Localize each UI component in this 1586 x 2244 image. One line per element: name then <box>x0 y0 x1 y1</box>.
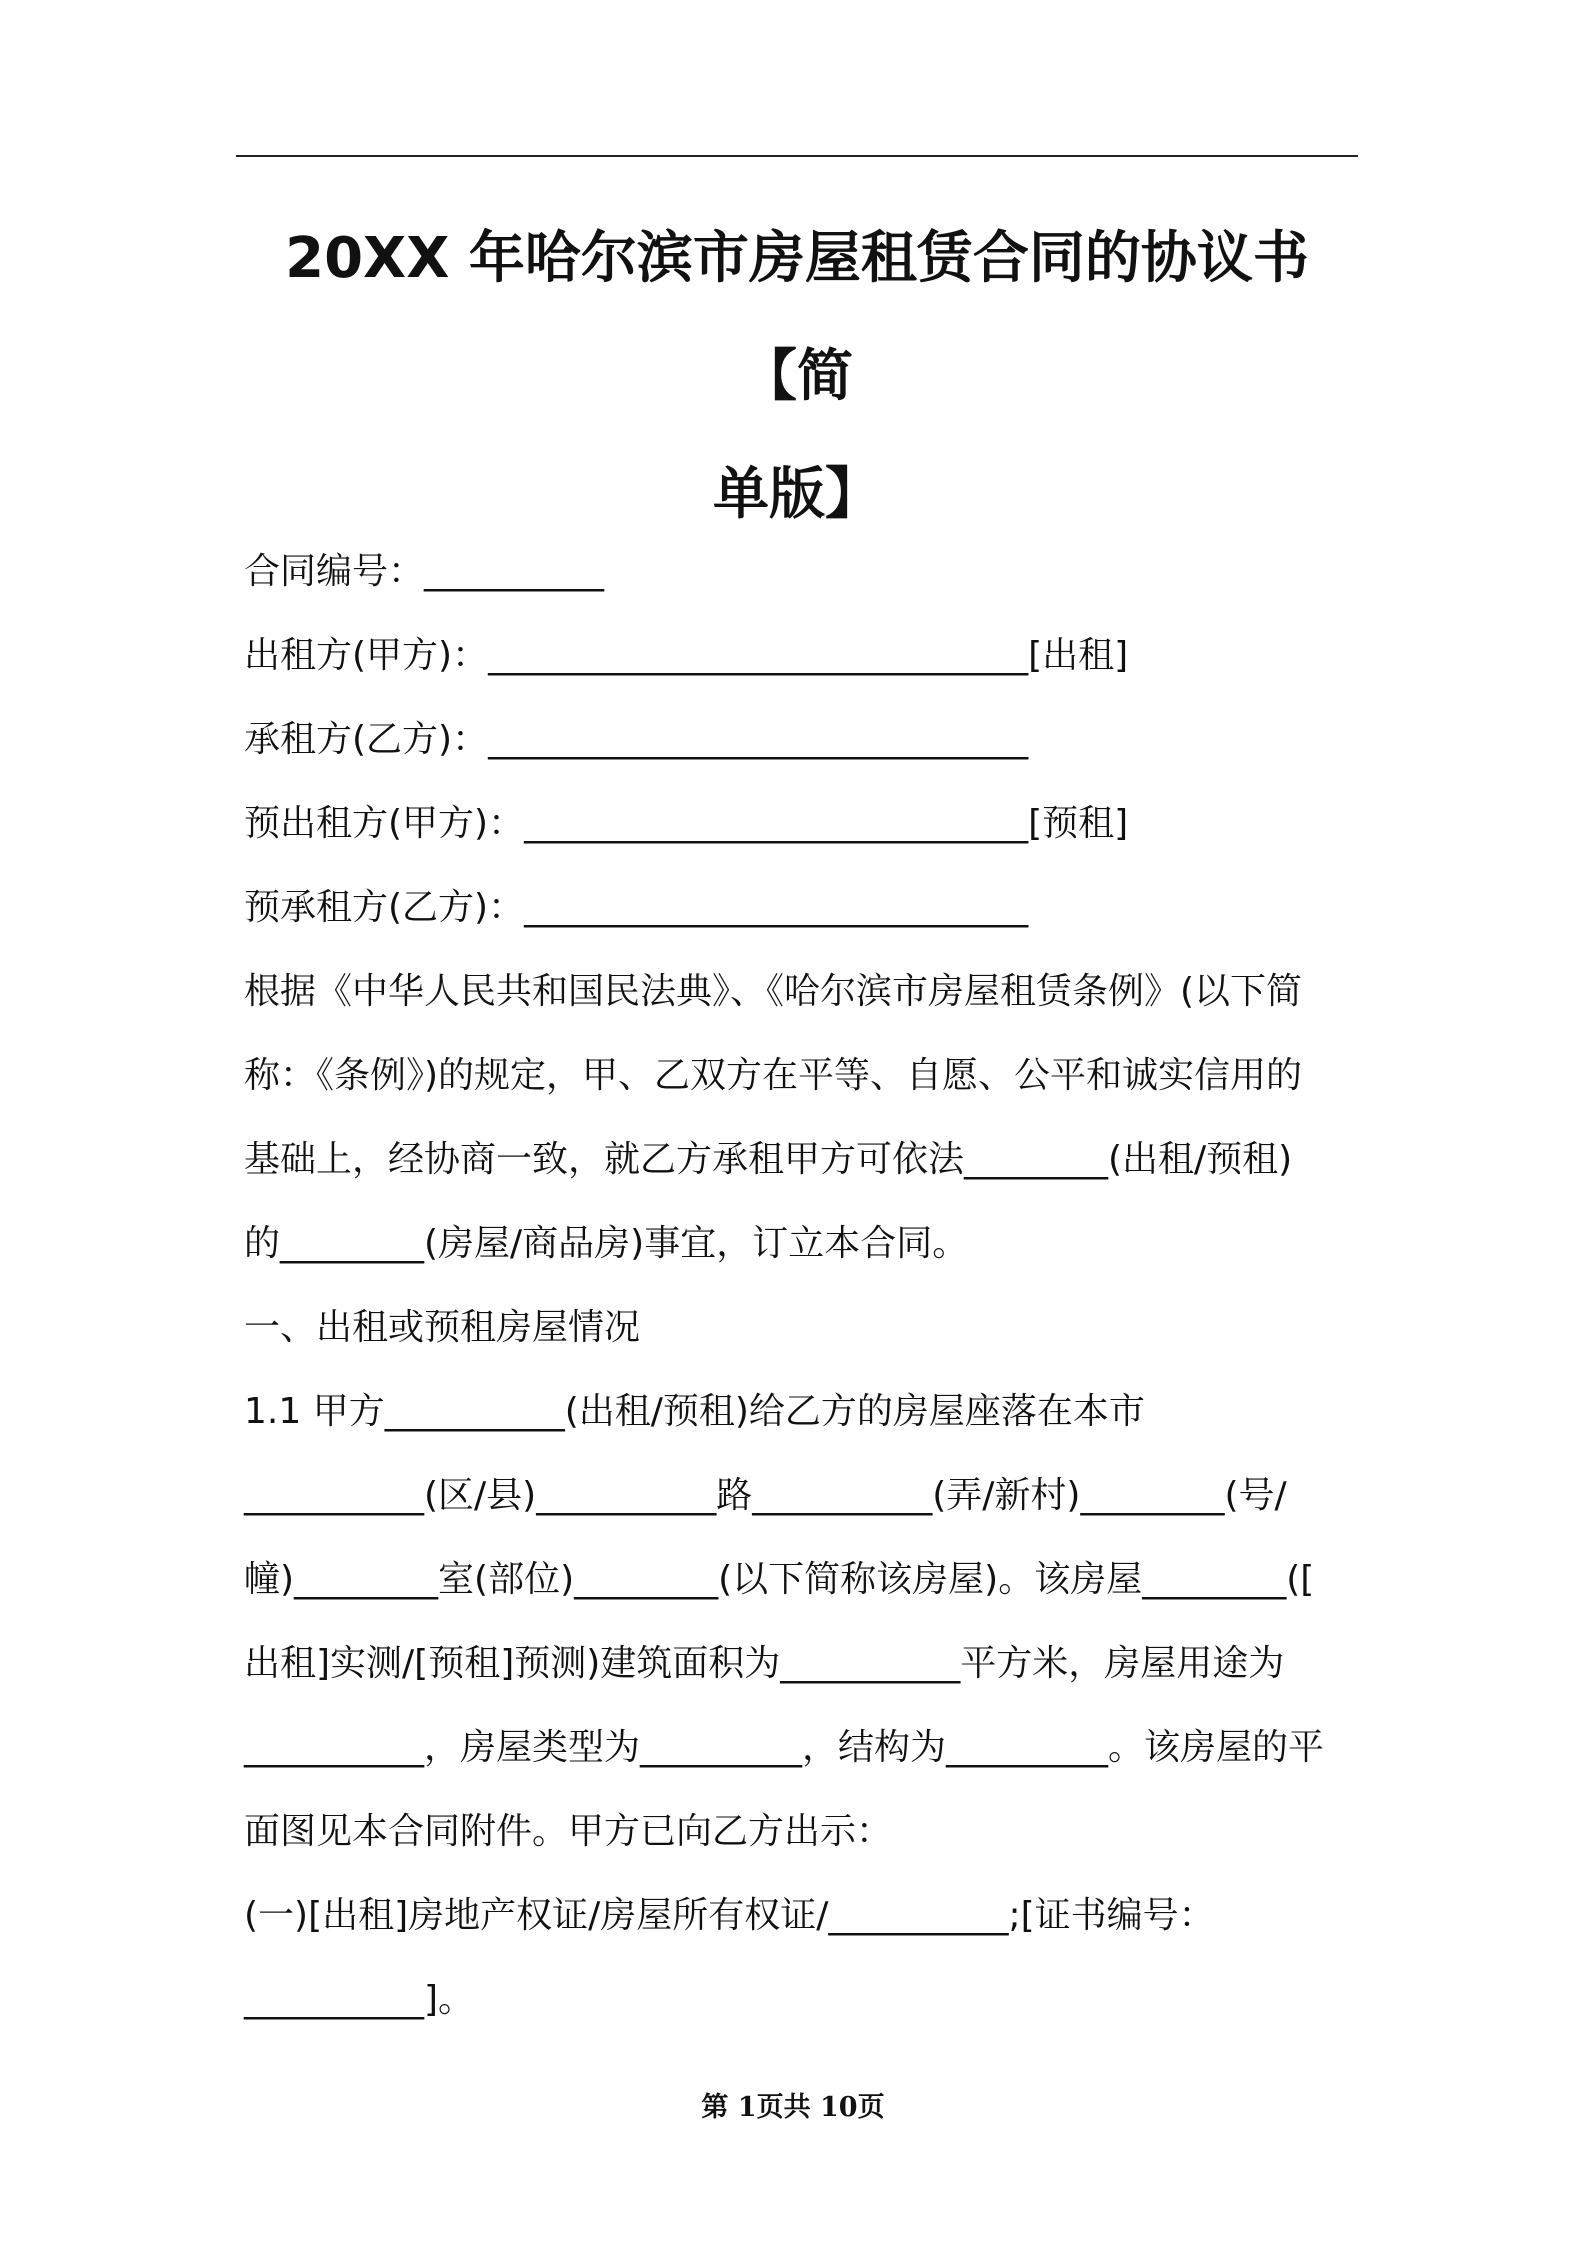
clause-1-1-line-7: (一)[出租]房地产权证/房屋所有权证/__________;[证书编号： <box>244 1895 1215 1936</box>
clause-1-1-line-3: 幢)________室(部位)________(以下简称该房屋)。该房屋________([ <box>244 1559 1315 1600</box>
clause-1-1-line-4: 出租]实测/[预租]预测)建筑面积为__________平方米，房屋用途为 <box>244 1643 1285 1684</box>
clause-1-1-line-1: 1.1 甲方__________(出租/预租)给乙方的房屋座落在本市 <box>244 1391 1145 1432</box>
preamble-line-2: 称：《条例》)的规定，甲、乙双方在平等、自愿、公平和诚实信用的 <box>244 1055 1303 1096</box>
clause-1-1-line-2: __________(区/县)__________路__________(弄/新村)________(号/ <box>244 1475 1287 1516</box>
pre-lessee-line: 预承租方(乙方)：____________________________ <box>244 887 1029 928</box>
lessor-line: 出租方(甲方)：______________________________[出租] <box>244 635 1129 676</box>
document-title <box>236 200 1358 554</box>
preamble-line-4: 的________(房屋/商品房)事宜，订立本合同。 <box>244 1223 969 1264</box>
title-line-1: 20XX 年哈尔滨市房屋租赁合同的协议书【简 <box>285 226 1309 409</box>
title-line-2: 单版】 <box>713 462 881 527</box>
document-body <box>244 530 1356 2042</box>
preamble-line-1: 根据《中华人民共和国民法典》、《哈尔滨市房屋租赁条例》(以下简 <box>244 971 1303 1012</box>
pre-lessor-line: 预出租方(甲方)：____________________________[预租] <box>244 803 1129 844</box>
clause-1-1-line-5: __________，房屋类型为_________，结构为_________。该房屋的平 <box>244 1727 1325 1768</box>
page-footer: 第 1页共 10页 <box>701 2092 885 2123</box>
section-heading-1: 一、出租或预租房屋情况 <box>244 1307 641 1348</box>
clause-1-1-line-6: 面图见本合同附件。甲方已向乙方出示： <box>244 1811 893 1852</box>
lessee-line: 承租方(乙方)：______________________________ <box>244 719 1029 760</box>
clause-1-1-line-8: __________]。 <box>244 1979 475 2020</box>
contract-number-line: 合同编号：__________ <box>244 551 605 592</box>
preamble-line-3: 基础上，经协商一致，就乙方承租甲方可依法________(出租/预租) <box>244 1139 1293 1180</box>
header-rule <box>236 155 1358 157</box>
